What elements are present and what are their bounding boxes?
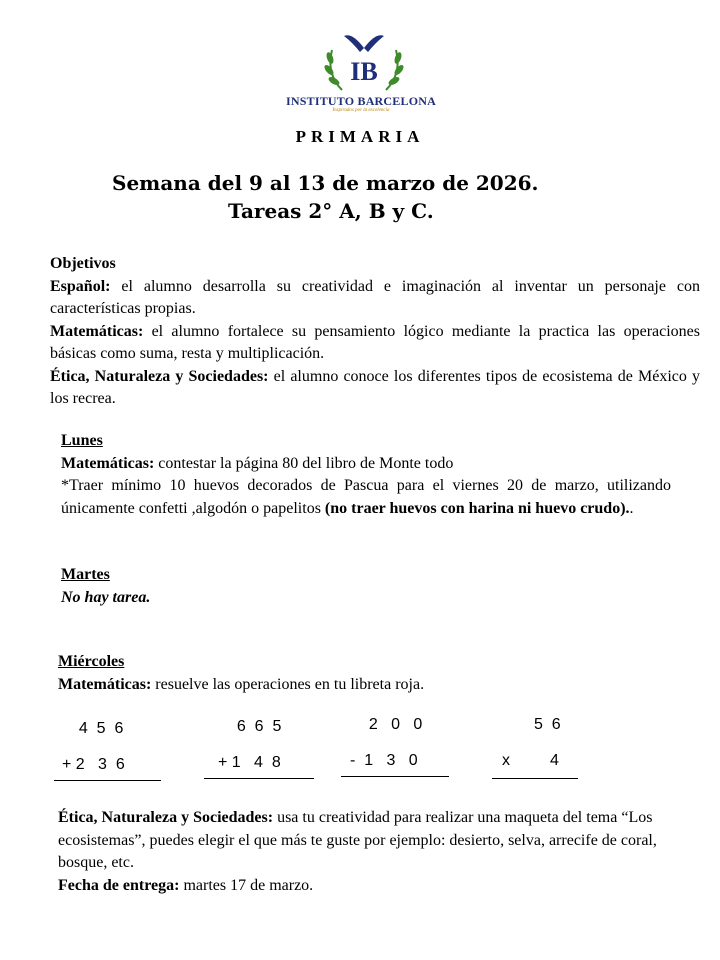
miercoles-mate-text: resuelve las operaciones en tu libreta roja. — [151, 675, 425, 693]
op-bottom: - 1 3 0 — [350, 752, 418, 769]
op-top: 6 6 5 — [228, 718, 282, 735]
lunes-nota-bold: (no traer huevos con harina ni huevo crudo). — [324, 499, 630, 517]
martes-text: No hay tarea. — [61, 588, 151, 606]
martes-heading: Martes — [61, 566, 110, 583]
fecha-entrega-label: Fecha de entrega: — [58, 876, 180, 894]
miercoles-heading: Miércoles — [58, 653, 125, 670]
lunes-nota-end: . — [629, 499, 634, 517]
martes-section — [61, 564, 691, 609]
etica-section — [58, 807, 698, 897]
objetivos-section — [50, 253, 700, 411]
op-top: 2 0 0 — [360, 716, 423, 733]
op-line — [492, 778, 578, 779]
school-motto: Inspirados por la excelencia — [332, 108, 390, 113]
lunes-nota: *Traer mínimo 10 huevos decorados de Pascua para el viernes 20 de marzo, utilizando únicamente confetti ,algodón o papelitos — [61, 477, 671, 517]
lunes-mate-label: Matemáticas: — [61, 454, 155, 472]
espanol-label: Español: — [50, 277, 111, 295]
school-logo — [322, 28, 406, 98]
svg-text:IB: IB — [350, 57, 378, 86]
page-subtitle: Tareas 2° A, B y C. — [228, 199, 434, 223]
matematicas-objetivo: el alumno fortalece su pensamiento lógico mediante la practica las operaciones básicas como suma, resta y multiplicación. — [50, 322, 700, 362]
etica-objetivo: el alumno conoce los diferentes tipos de ecosistema de México y los recrea. — [50, 367, 701, 407]
op-bottom: x 4 — [502, 752, 559, 769]
etica-label: Ética, Naturaleza y Sociedades: — [50, 367, 269, 385]
etica-tarea-label: Ética, Naturaleza y Sociedades: — [58, 809, 274, 826]
miercoles-section — [58, 651, 698, 696]
section-label: PRIMARIA — [295, 127, 425, 146]
op-top: 4 5 6 — [70, 720, 124, 737]
wings-icon — [344, 35, 384, 52]
espanol-objetivo: el alumno desarrolla su creatividad e imaginación al inventar un personaje con características propias. — [50, 277, 700, 317]
fecha-entrega-text: martes 17 de marzo. — [179, 876, 314, 894]
op-bottom: + 1 4 8 — [218, 754, 281, 771]
lunes-section — [61, 430, 691, 520]
lunes-mate-text: contestar la página 80 del libro de Monte todo — [154, 454, 454, 472]
miercoles-mate-label: Matemáticas: — [58, 675, 152, 693]
school-name: INSTITUTO BARCELONA — [286, 94, 436, 108]
lunes-heading: Lunes — [61, 432, 103, 449]
op-line — [204, 778, 314, 779]
op-line — [54, 780, 161, 781]
objetivos-heading: Objetivos — [50, 255, 116, 272]
op-line — [341, 776, 449, 777]
matematicas-label: Matemáticas: — [50, 322, 144, 340]
op-bottom: + 2 3 6 — [62, 756, 125, 773]
op-top: 5 6 — [534, 716, 561, 733]
page-title: Semana del 9 al 13 de marzo de 2026. — [112, 171, 539, 195]
etica-tarea-text: usa tu creatividad para realizar una maqueta del tema “Los ecosistemas”, puedes elegir el que más te guste por ejemplo: desierto, selva, arrecife de coral, bosque, etc. — [58, 809, 657, 871]
